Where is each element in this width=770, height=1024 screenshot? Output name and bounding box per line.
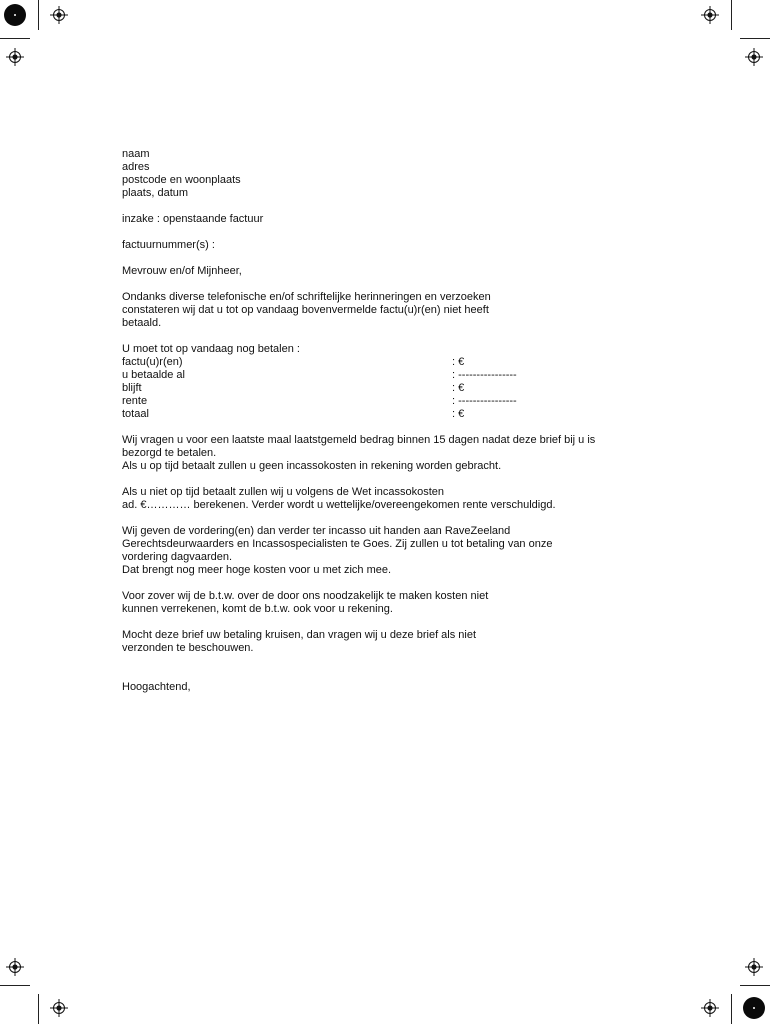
invoice-numbers-line: factuurnummer(s) : [122,239,215,251]
registration-mark-icon [701,6,719,24]
paragraph-line: vordering dagvaarden. [122,551,233,563]
paragraph-line: Mocht deze brief uw betaling kruisen, dan vragen wij u deze brief als niet [122,629,477,641]
sender-block [122,148,642,200]
amount-label: totaal [122,408,149,420]
registration-mark-icon [701,999,719,1017]
paragraph-line: Als u niet op tijd betaalt zullen wij u volgens de Wet incassokosten [122,486,445,498]
sender-place-date: plaats, datum [122,187,189,199]
closing: Hoogachtend, [122,681,191,693]
paragraph-collection-costs [122,486,642,512]
paragraph-line: constateren wij dat u tot op vandaag bovenvermelde factu(u)r(en) niet heeft [122,304,489,316]
sender-name: naam [122,148,150,160]
paragraph-line: ad. €………… berekenen. Verder wordt u wettelijke/overeengekomen rente verschuldigd. [122,499,556,511]
crop-mark-bottom-right-vertical [731,994,732,1024]
paragraph-line: bezorgd te betalen. [122,447,217,459]
amounts-table [122,343,642,421]
paragraph-vat [122,590,642,616]
registration-mark-icon [6,958,24,976]
amount-label: u betaalde al [122,369,185,381]
paragraph-bailiff [122,525,642,577]
amount-row [122,369,642,382]
paragraph-final-request [122,434,642,473]
amount-row [122,356,642,369]
amount-value: : € [452,356,465,368]
amount-value: : € [452,408,465,420]
paragraph-reminders [122,291,642,330]
crop-mark-top-left-horizontal [0,38,30,39]
amount-row [122,408,642,421]
registration-mark-icon [50,999,68,1017]
letter-body [122,148,642,694]
printer-dot-icon [4,4,26,26]
subject-line: inzake : openstaande factuur [122,213,264,225]
paragraph-line: Ondanks diverse telefonische en/of schriftelijke herinneringen en verzoeken [122,291,491,303]
amount-label: blijft [122,382,142,394]
amount-value: : ---------------- [452,369,517,381]
amount-row [122,395,642,408]
paragraph-line: Gerechtsdeurwaarders en Incassospecialisten te Goes. Zij zullen u tot betaling van onze [122,538,553,550]
crop-mark-bottom-right-horizontal [740,985,770,986]
sender-address: adres [122,161,150,173]
registration-mark-icon [6,48,24,66]
amount-label: factu(u)r(en) [122,356,183,368]
registration-mark-icon [745,48,763,66]
printer-dot-icon [743,997,765,1019]
paragraph-crossing-payment [122,629,642,655]
paragraph-line: Dat brengt nog meer hoge kosten voor u met zich mee. [122,564,392,576]
registration-mark-icon [50,6,68,24]
registration-mark-icon [745,958,763,976]
amounts-intro: U moet tot op vandaag nog betalen : [122,343,300,355]
paragraph-line: Voor zover wij de b.t.w. over de door ons noodzakelijk te maken kosten niet [122,590,489,602]
paragraph-line: betaald. [122,317,162,329]
sender-postcode: postcode en woonplaats [122,174,241,186]
amount-row [122,382,642,395]
paragraph-line: Wij geven de vordering(en) dan verder ter incasso uit handen aan RaveZeeland [122,525,511,537]
amount-label: rente [122,395,148,407]
crop-mark-bottom-left-vertical [38,994,39,1024]
amount-value: : € [452,382,465,394]
paragraph-line: kunnen verrekenen, komt de b.t.w. ook voor u rekening. [122,603,393,615]
amount-value: : ---------------- [452,395,517,407]
crop-mark-bottom-left-horizontal [0,985,30,986]
paragraph-line: verzonden te beschouwen. [122,642,254,654]
crop-mark-top-right-horizontal [740,38,770,39]
salutation: Mevrouw en/of Mijnheer, [122,265,242,277]
paragraph-line: Wij vragen u voor een laatste maal laatstgemeld bedrag binnen 15 dagen nadat deze brief bij u is [122,434,596,446]
paragraph-line: Als u op tijd betaalt zullen u geen incassokosten in rekening worden gebracht. [122,460,502,472]
crop-mark-top-left-vertical [38,0,39,30]
crop-mark-top-right-vertical [731,0,732,30]
